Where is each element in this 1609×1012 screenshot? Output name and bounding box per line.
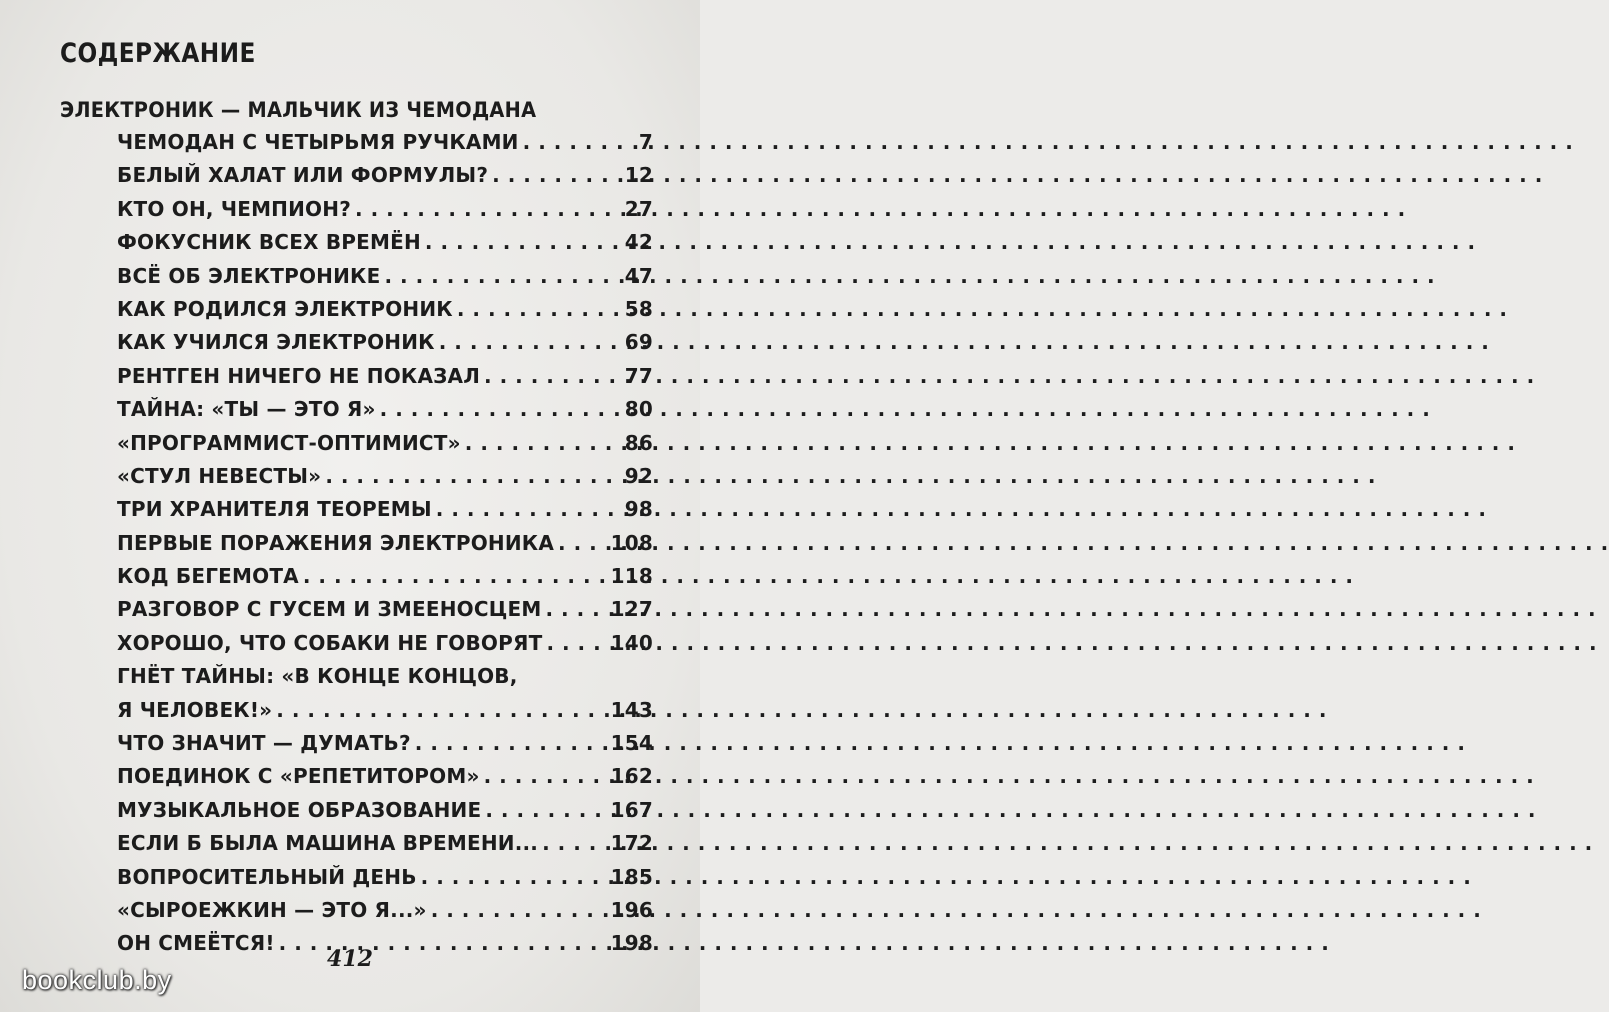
dot-leader [523, 130, 627, 154]
toc-entry [117, 865, 653, 898]
dot-leader [384, 264, 620, 288]
toc-entry-page: 86 [624, 430, 653, 455]
toc-entry-title: Я ЧЕЛОВЕК!» [117, 697, 273, 722]
toc-entry-title: КАК РОДИЛСЯ ЭЛЕКТРОНИК [117, 296, 453, 321]
toc-entry-title: ЧТО ЗНАЧИТ — ДУМАТЬ? [117, 731, 411, 756]
dot-leader [492, 163, 621, 187]
dot-leader [457, 297, 621, 321]
toc-entry-page: 12 [624, 163, 653, 188]
toc-entry [117, 831, 653, 864]
watermark-logo: bookclub.by [22, 965, 172, 995]
dot-leader [325, 464, 620, 488]
toc-entry-title: МУЗЫКАЛЬНОЕ ОБРАЗОВАНИЕ [117, 797, 482, 822]
dot-leader [545, 597, 606, 621]
dot-leader [431, 898, 607, 922]
dot-leader [355, 197, 621, 221]
toc-entry [117, 531, 653, 564]
toc-entry [117, 464, 653, 497]
toc-entry-title: «ПРОГРАММИСТ-ОПТИМИСТ» [117, 430, 461, 455]
toc-entry [117, 364, 653, 397]
toc-entry [117, 130, 653, 163]
toc-entry-title: ТАЙНА: «ТЫ — ЭТО Я» [117, 397, 376, 422]
dot-leader [485, 798, 606, 822]
toc-entry-page: 127 [610, 597, 653, 622]
toc-entry-page: 47 [624, 263, 653, 288]
toc-entry [117, 564, 653, 597]
toc-entry [117, 764, 653, 797]
toc-entry-page: 92 [624, 463, 653, 488]
toc-entry [117, 597, 653, 630]
page-number: 412 [327, 946, 373, 972]
dot-leader [484, 364, 621, 388]
dot-leader [303, 564, 607, 588]
toc-entry-page: 198 [610, 931, 653, 956]
toc-entry-title: ФОКУСНИК ВСЕХ ВРЕМЁН [117, 230, 421, 255]
toc-entry-page: 98 [624, 497, 653, 522]
dot-leader [380, 397, 621, 421]
toc-entry-page: 108 [610, 530, 653, 555]
toc-entry-title: ПЕРВЫЕ ПОРАЖЕНИЯ ЭЛЕКТРОНИКА [117, 530, 555, 555]
toc-entry-title: «СТУЛ НЕВЕСТЫ» [117, 463, 322, 488]
dot-leader [439, 330, 621, 354]
toc-entry-title: КАК УЧИЛСЯ ЭЛЕКТРОНИК [117, 330, 435, 355]
toc-entry-title: КОД БЕГЕМОТА [117, 564, 299, 589]
toc-entry-page: 58 [624, 296, 653, 321]
dot-leader [425, 230, 621, 254]
dot-leader [415, 731, 607, 755]
toc-entry-page: 196 [610, 897, 653, 922]
table-of-contents [117, 130, 653, 965]
dot-leader [421, 865, 607, 889]
toc-entry-page: 77 [624, 363, 653, 388]
dot-leader [276, 698, 606, 722]
toc-entry [117, 798, 653, 831]
toc-entry-page: 172 [610, 831, 653, 856]
dot-leader [484, 764, 607, 788]
toc-entry-page: 69 [624, 330, 653, 355]
toc-entry [117, 397, 653, 430]
dot-leader [546, 631, 606, 655]
toc-entry-page: 154 [610, 731, 653, 756]
toc-entry [117, 497, 653, 530]
toc-entry [117, 731, 653, 764]
toc-entry-page: 140 [610, 630, 653, 655]
toc-entry [117, 197, 653, 230]
toc-entry-title: ОН СМЕЁТСЯ! [117, 931, 275, 956]
dot-leader [542, 831, 607, 855]
toc-entry [117, 330, 653, 363]
toc-entry-page: 185 [610, 864, 653, 889]
toc-entry [117, 898, 653, 931]
toc-entry [117, 264, 653, 297]
toc-entry [117, 431, 653, 464]
toc-entry-title: ЕСЛИ Б БЫЛА МАШИНА ВРЕМЕНИ... [117, 831, 539, 856]
contents-heading: СОДЕРЖАНИЕ [60, 38, 256, 69]
toc-entry-page: 143 [610, 697, 653, 722]
dot-leader [558, 531, 607, 555]
toc-entry-page: 27 [624, 196, 653, 221]
toc-entry-title: БЕЛЫЙ ХАЛАТ ИЛИ ФОРМУЛЫ? [117, 163, 489, 188]
part-title: ЭЛЕКТРОНИК — МАЛЬЧИК ИЗ ЧЕМОДАНА [60, 98, 537, 122]
toc-entry [117, 631, 653, 664]
toc-entry [117, 230, 653, 263]
toc-entry-title: ПОЕДИНОК С «РЕПЕТИТОРОМ» [117, 764, 480, 789]
toc-entry-title: РАЗГОВОР С ГУСЕМ И ЗМЕЕНОСЦЕМ [117, 597, 542, 622]
dot-leader [436, 497, 621, 521]
toc-entry-page: 118 [610, 564, 653, 589]
dot-leader [465, 431, 621, 455]
toc-entry-page: 162 [610, 764, 653, 789]
toc-entry-title: «СЫРОЕЖКИН — ЭТО Я...» [117, 897, 427, 922]
toc-entry [117, 698, 653, 731]
toc-entry-title-line1: ГНЁТ ТАЙНЫ: «В КОНЦЕ КОНЦОВ, [117, 664, 518, 689]
toc-entry-page: 7 [638, 130, 653, 154]
toc-entry-title: ТРИ ХРАНИТЕЛЯ ТЕОРЕМЫ [117, 497, 432, 522]
toc-entry-title: ХОРОШО, ЧТО СОБАКИ НЕ ГОВОРЯТ [117, 630, 543, 655]
toc-entry-page: 80 [624, 397, 653, 422]
toc-entry-first-line [117, 664, 653, 697]
book-page [0, 0, 700, 1012]
toc-entry-page: 42 [624, 230, 653, 255]
toc-entry-title: ВОПРОСИТЕЛЬНЫЙ ДЕНЬ [117, 864, 417, 889]
toc-entry-title: РЕНТГЕН НИЧЕГО НЕ ПОКАЗАЛ [117, 363, 481, 388]
toc-entry [117, 297, 653, 330]
toc-entry [117, 163, 653, 196]
toc-entry-title: ЧЕМОДАН С ЧЕТЫРЬМЯ РУЧКАМИ [117, 130, 519, 154]
toc-entry-title: ВСЁ ОБ ЭЛЕКТРОНИКЕ [117, 263, 381, 288]
toc-entry-title: КТО ОН, ЧЕМПИОН? [117, 196, 352, 221]
toc-entry-page: 167 [610, 797, 653, 822]
